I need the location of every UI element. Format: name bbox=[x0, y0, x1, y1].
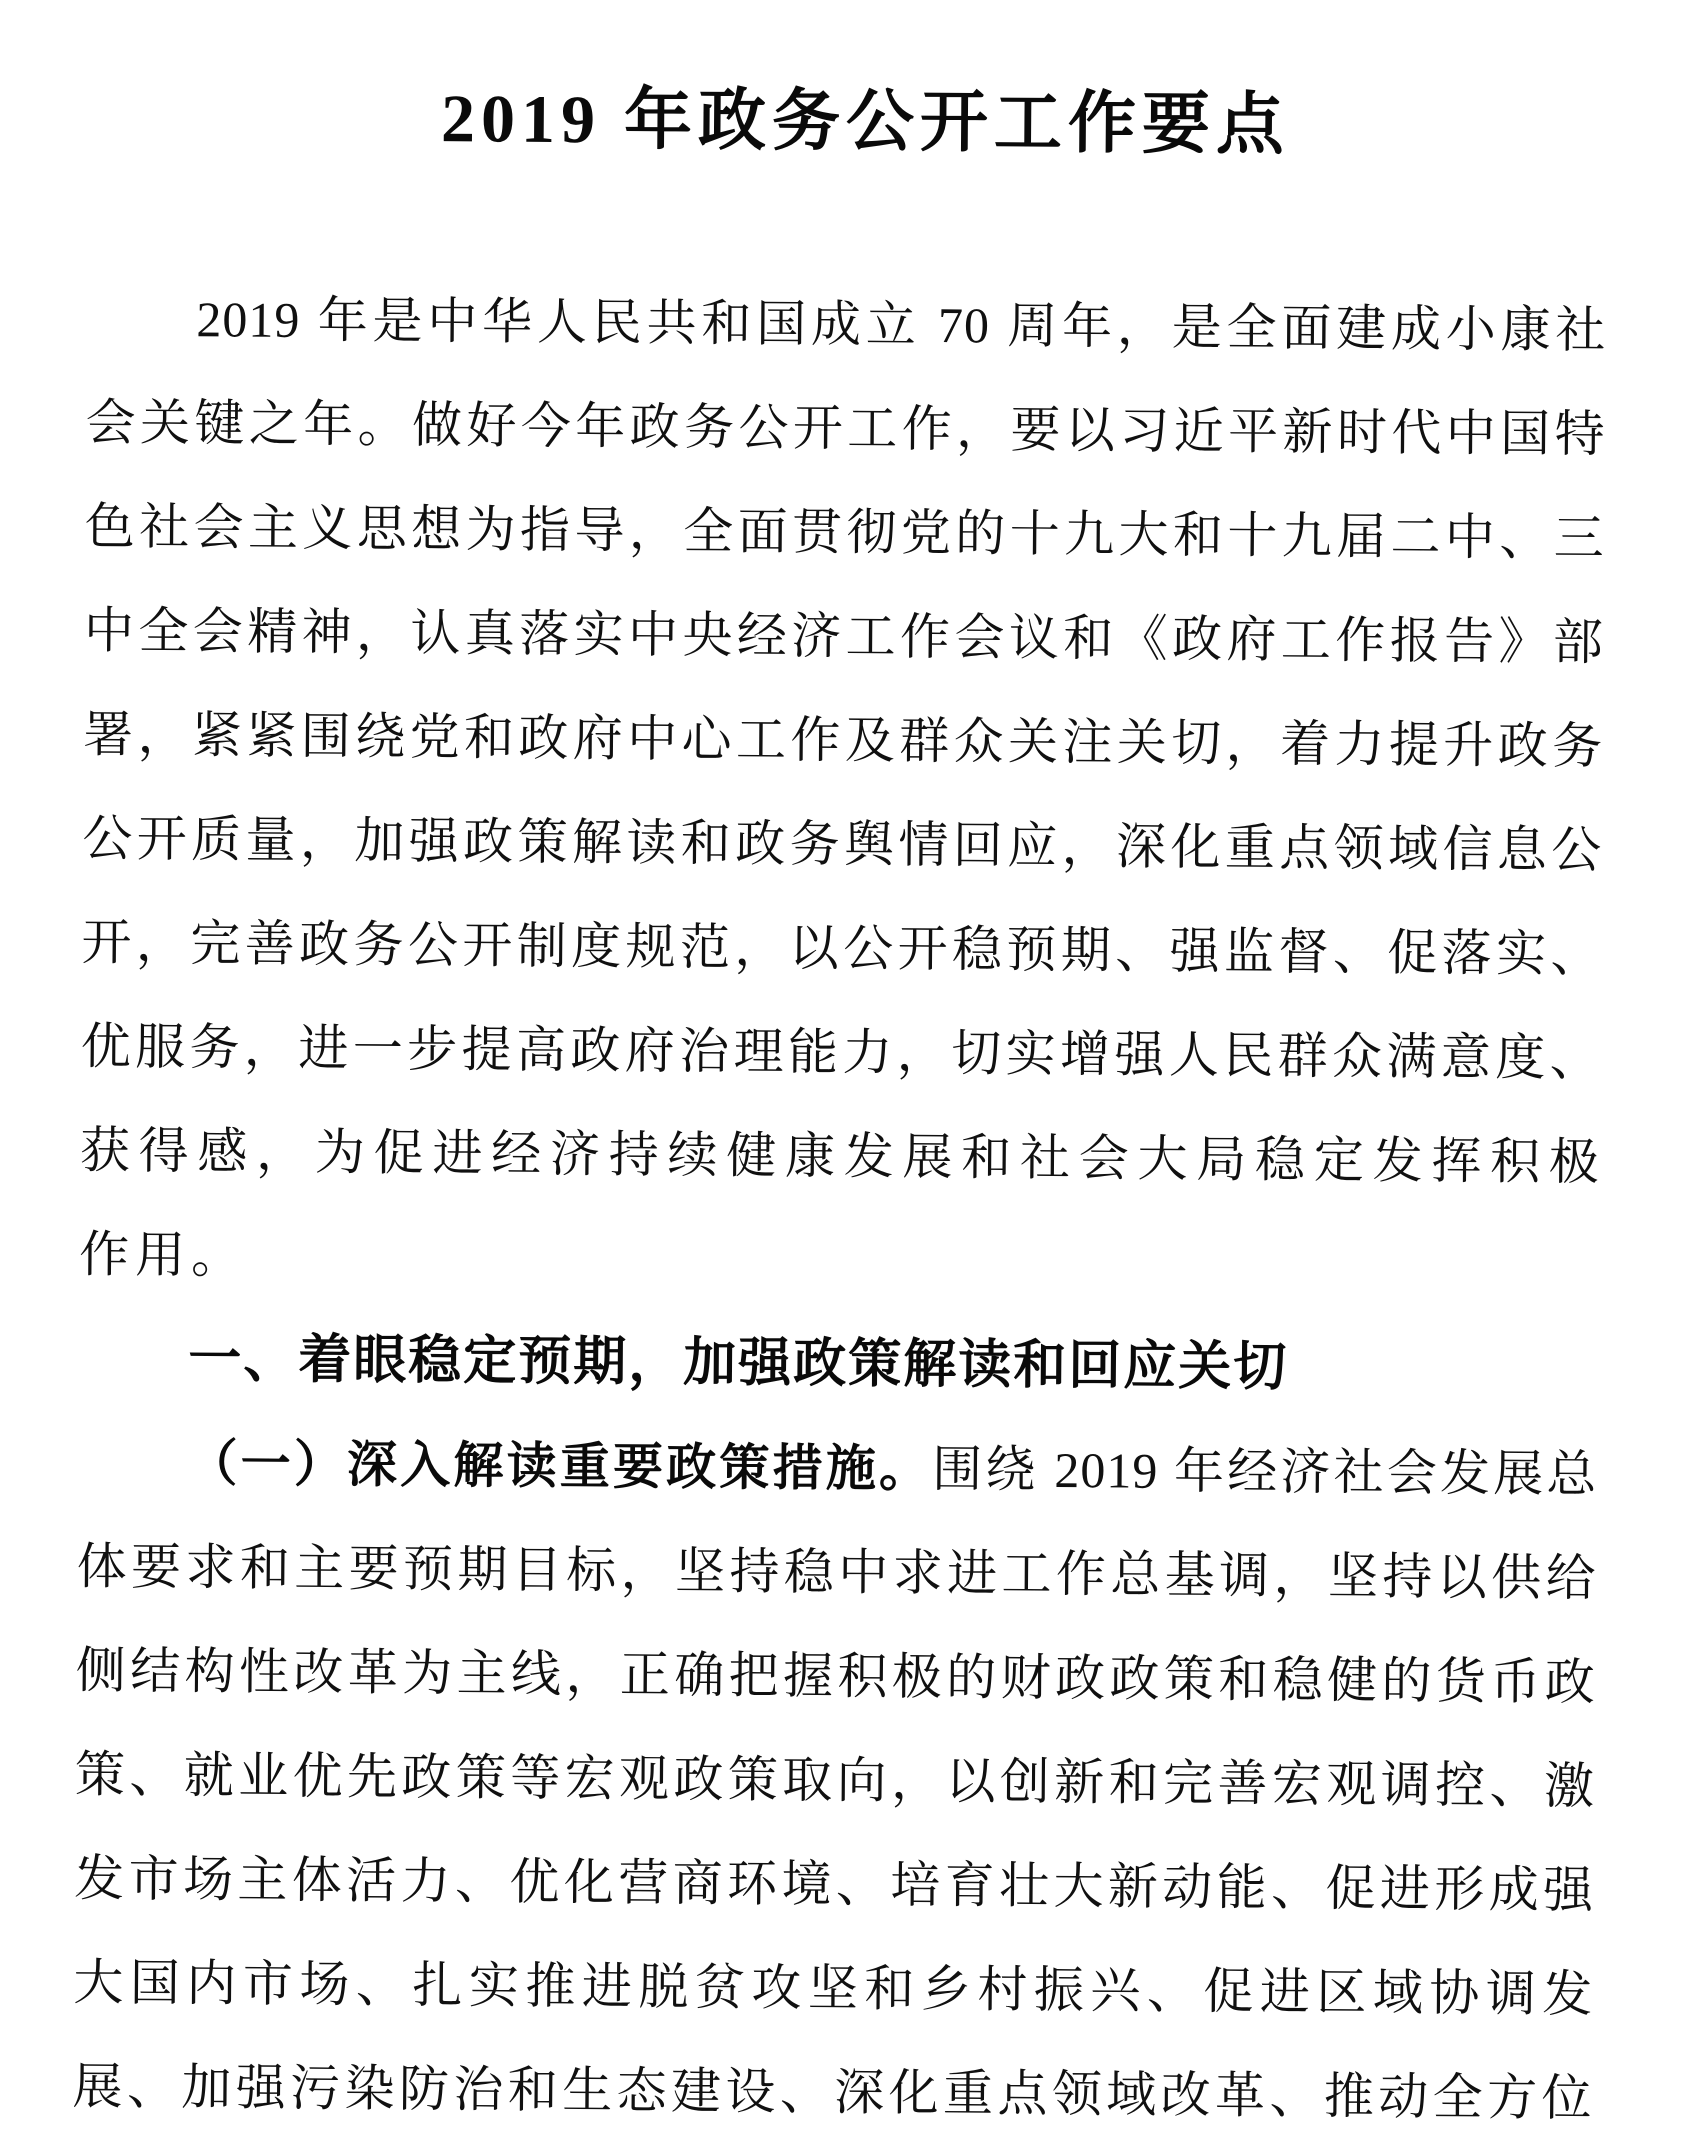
item-1-line-5: 发市场主体活力、优化营商环境、培育壮大新动能、促进形成强 bbox=[73, 1850, 1595, 1919]
item-1-line-2: 体要求和主要预期目标，坚持稳中求进工作总基调，坚持以供给 bbox=[76, 1538, 1597, 1607]
item-1-lead-rest: 围绕 2019 年经济社会发展总 bbox=[932, 1441, 1598, 1503]
intro-line-9: 获得感，为促进经济持续健康发展和社会大局稳定发挥积极 bbox=[79, 1122, 1601, 1191]
intro-line-10: 作用。 bbox=[78, 1226, 248, 1284]
intro-line-7: 开，完善政务公开制度规范，以公开稳预期、强监督、促落实、 bbox=[81, 914, 1602, 983]
item-1-line-1 bbox=[77, 1410, 1598, 1526]
intro-line-5: 署，紧紧围绕党和政府中心工作及群众关注关切，着力提升政务 bbox=[82, 706, 1604, 775]
intro-line-6: 公开质量，加强政策解读和政务舆情回应，深化重点领域信息公 bbox=[82, 810, 1603, 879]
item-1-line-4: 策、就业优先政策等宏观政策取向，以创新和完善宏观调控、激 bbox=[74, 1746, 1596, 1815]
intro-line-8: 优服务，进一步提高政府治理能力，切实增强人民群众满意度、 bbox=[80, 1018, 1601, 1087]
intro-line-4: 中全会精神，认真落实中央经济工作会议和《政府工作报告》部 bbox=[83, 602, 1605, 671]
intro-line-2: 会关键之年。做好今年政务公开工作，要以习近平新时代中国特 bbox=[85, 394, 1606, 463]
item-1-line-7: 展、加强污染防治和生态建设、深化重点领域改革、推动全方位 bbox=[72, 2058, 1593, 2127]
intro-line-1: 2019 年是中华人民共和国成立 70 周年，是全面建成小康社 bbox=[196, 291, 1607, 359]
item-1-line-3: 侧结构性改革为主线，正确把握积极的财政政策和稳健的货币政 bbox=[75, 1642, 1596, 1711]
document-title: 2019 年政务公开工作要点 bbox=[440, 80, 1291, 163]
item-1-line-6: 大国内市场、扎实推进脱贫攻坚和乡村振兴、促进区域协调发 bbox=[73, 1954, 1594, 2023]
section-1-heading: 一、着眼稳定预期，加强政策解读和回应关切 bbox=[188, 1329, 1289, 1397]
intro-line-3: 色社会主义思想为指导，全面贯彻党的十九大和十九届二中、三 bbox=[84, 498, 1605, 567]
item-1-lead: （一）深入解读重要政策措施。 bbox=[187, 1435, 933, 1498]
document-body bbox=[72, 266, 1607, 2145]
